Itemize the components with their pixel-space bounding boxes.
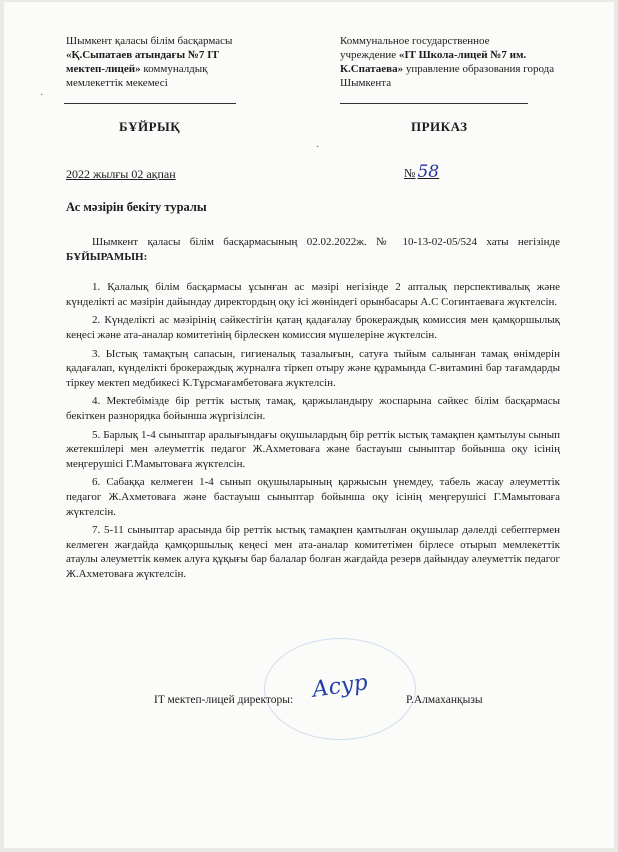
- header-kz-institution-rest: коммуналдық мемлекеттік мекемесі: [66, 63, 208, 89]
- doc-title-kazakh: БҰЙРЫҚ: [119, 119, 181, 134]
- director-position: IT мектеп-лицей директоры:: [154, 694, 294, 706]
- order-date: 2022 жылғы 02 ақпан: [66, 167, 176, 181]
- order-item-4: 4. Мектебімізде бір реттік ыстық тамақ, қаржыландыру жоспарына сәйкес білім басқармасы бекіткен разнорядка бойынша жүргізілсін.: [66, 395, 560, 422]
- document-page: [4, 2, 614, 848]
- order-item-5: 5. Барлық 1-4 сыныптар аралығындағы оқушылардың бір реттік ыстық тамақпен қамтылуы сынып жетекшілері мен әлеуметтік педагог Ж.Ахметоваға және бастауыш сыныптар бойынша оқу ісінің меңгерушісі Г.Мамытоваға жүктелсін.: [66, 428, 560, 470]
- header-divider-right: [340, 103, 528, 104]
- header-kz-line2: [66, 48, 256, 90]
- order-intro: [66, 235, 560, 264]
- order-item-3: 3. Ыстық тамақтың сапасын, гигиеналық тазалығын, сатуға тыйым салынған тамақ өнімдерін қадағалап, күнделікті брокераждық журналға тіркеп отыру және құрамында С-витамині бар тағамдарды тіркеу мектеп медбикесі К.Тұрсмағамбетоваға жүктелсін.: [66, 347, 560, 389]
- header-kz-line1: Шымкент қаласы білім басқармасы: [66, 35, 233, 47]
- scan-speck: ·: [40, 90, 44, 101]
- header-divider-left: [64, 103, 236, 104]
- director-signature: Асур: [310, 670, 370, 703]
- header-ru-institution-rest: управление образования города Шымкента: [340, 63, 555, 89]
- order-item-6: 6. Сабаққа келмеген 1-4 сынып оқушыларының қаржысын үнемдеу, табель жасау әлеуметтік педагог Ж.Ахметоваға және бастауыш сыныптар бойынша оқу ісінің меңгерушісі Г.Мамытоваға жүктелсін.: [66, 476, 560, 518]
- order-subject: Ас мәзірін бекіту туралы: [66, 200, 207, 214]
- intro-command: БҰЙЫРАМЫН:: [66, 250, 148, 263]
- header-ru-institution: «IT Школа-лицей №7 им. К.Спатаева»: [340, 49, 527, 75]
- header-ru-line1: Коммунальное государственное: [340, 35, 490, 47]
- order-number-prefix: №: [404, 166, 416, 180]
- director-name: Р.Алмаханқызы: [406, 694, 483, 706]
- doc-title-russian: ПРИКАЗ: [411, 119, 468, 134]
- order-number-handwritten: 58: [417, 162, 440, 182]
- order-number: [404, 162, 439, 182]
- intro-text: Шымкент қаласы білім басқармасының 02.02.2022ж. № 10-13-02-05/524 хаты негізінде: [92, 236, 560, 248]
- header-ru-line2: [340, 48, 580, 90]
- order-body: [66, 235, 560, 585]
- header-kz-institution: «Қ.Сыпатаев атындағы №7 IT мектеп-лицей»: [66, 49, 219, 75]
- order-item-1: 1. Қалалық білім басқармасы ұсынған ас мәзірі негізінде 2 апталық перспективалық және күнделікті ас мәзірін дайындау директордың оқу ісі жөніндегі орынбасары А.С Согинтаеваға жүктелсін.: [66, 281, 560, 308]
- order-item-7: 7. 5-11 сыныптар арасында бір реттік ыстық тамақпен қамтылған оқушылар дәлелді себептермен келмеген жағдайда қамқоршылық кеңесі мен ата-аналар комитетімен бірлесе отырып мемлекеттік атаулы әлеуметтік көмек алуға құқығы бар балалар болған жағдайда резерв дайындау әлеуметтік педагог Ж.Ахметоваға жүктелсін.: [66, 524, 560, 580]
- header-ru-prefix: учреждение: [340, 49, 399, 61]
- header-kazakh: [66, 34, 256, 90]
- header-russian: [340, 34, 580, 90]
- order-item-2: 2. Күнделікті ас мәзірінің сәйкестігін қатаң қадағалау брокераждық комиссия мен қамқоршылық кеңесі және ата-аналар комитетінің бірлескен комиссия мүшелеріне жүктелсін.: [66, 314, 560, 341]
- scan-speck: ·: [316, 142, 320, 153]
